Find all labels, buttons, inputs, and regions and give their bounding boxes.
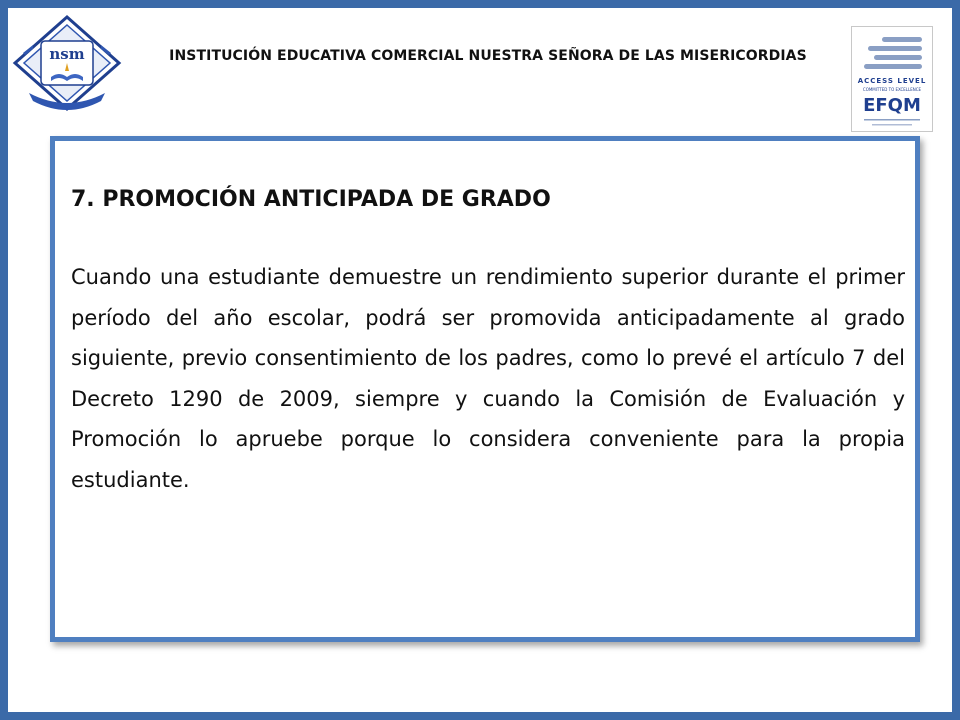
efqm-badge-icon <box>851 26 933 132</box>
institution-name: INSTITUCIÓN EDUCATIVA COMERCIAL NUESTRA SEÑORA DE LAS MISERICORDIAS <box>169 48 807 64</box>
section-title: 7. PROMOCIÓN ANTICIPADA DE GRADO <box>71 187 551 212</box>
badge-line2: COMMITTED TO EXCELLENCE <box>862 87 922 92</box>
body-paragraph: Cuando una estudiante demuestre un rendimiento superior durante el primer período del año escolar, podrá ser promovida anticipadamente al grado siguiente, previo consentimiento de los padres, como lo prevé el artículo 7 del Decreto 1290 de 2009, siempre y cuando la Comisión de Evaluación y Promoción lo apruebe porque lo considera conveniente para la propia estudiante. <box>71 265 905 492</box>
badge-brand: EFQM <box>863 95 921 116</box>
crest-monogram: nsm <box>49 45 85 63</box>
school-crest-icon <box>11 13 123 115</box>
content-box <box>50 136 920 642</box>
badge-line1: ACCESS LEVEL <box>857 77 927 85</box>
